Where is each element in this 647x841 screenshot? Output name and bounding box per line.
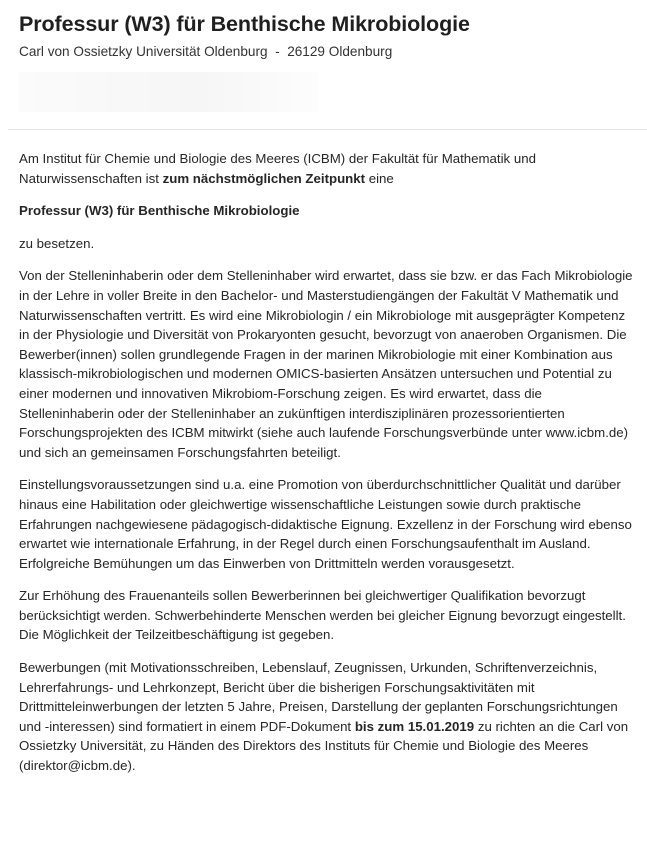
employer-location: Carl von Ossietzky Universität Oldenburg - 26129 Oldenburg [19, 44, 393, 59]
to-be-filled-paragraph: zu besetzen. [19, 235, 95, 251]
header-divider [8, 129, 647, 130]
requirements-paragraph: Einstellungsvoraussetzungen sind u.a. eine Promotion von überdurchschnittlicher Qualität und darüber hinaus eine Habilitation oder gleichwertige wissenschaftliche Leistungen sowie durch praktische Erfahrungen nachgewiesene pädagogisch-didaktische Eignung. Exzellenz in der Forschung wird ebenso erwartet wie internationale Erfahrung, in der Regel durch einen Forschungsaufenthalt im Ausland. Erfolgreiche Bemühungen um das Einwerben von Drittmitteln werden vorausgesetzt. [19, 477, 632, 571]
deadline-emphasis: bis zum 15.01.2019 [354, 718, 475, 734]
job-description [19, 149, 639, 789]
position-title: Professur (W3) für Benthische Mikrobiologie [19, 203, 300, 219]
start-date-emphasis: zum nächstmöglichen Zeitpunkt [162, 170, 366, 186]
intro-paragraph: Am Institut für Chemie und Biologie des Meeres (ICBM) der Fakultät für Mathematik und Naturwissenschaften ist zum nächstmöglichen Zeitpunkt eine [19, 151, 536, 186]
expectations-paragraph: Von der Stelleninhaberin oder dem Stelleninhaber wird erwartet, dass sie bzw. er das Fach Mikrobiologie in der Lehre in voller Breite in den Bachelor- und Masterstudiengängen der Fakultät V Mathematik und Naturwissenschaften vertritt. Es wird eine Mikrobiologin / ein Mikrobiologe mit ausgeprägter Kompetenz in der Physiologie und Diversität von Prokaryonten gesucht, bevorzugt von anaeroben Organismen. Die Bewerber(innen) sollen grundlegende Fragen in der marinen Mikrobiologie mit einer Kombination aus klassisch-mikrobiologischen und modernen OMICS-basierten Ansätzen untersuchen und Potential zu einer modernen und innovativen Mikrobiom-Forschung zeigen. Es wird erwartet, dass die Stelleninhaberin oder der Stelleninhaber an zukünftigen interdisziplinären prozessorientierten Forschungsprojekten des ICBM mitwirkt (siehe auch laufende Forschungsverbünde unter www.icbm.de) und sich an gemeinsamen Forschungsfahrten beteiligt. [19, 268, 633, 460]
page-title: Professur (W3) für Benthische Mikrobiologie [19, 12, 470, 36]
equality-paragraph: Zur Erhöhung des Frauenanteils sollen Bewerberinnen bei gleichwertiger Qualifikation bevorzugt berücksichtigt werden. Schwerbehinderte Menschen werden bei gleicher Eignung bevorzugt eingestellt. Die Möglichkeit der Teilzeitbeschäftigung ist gegeben. [19, 588, 626, 643]
blank-banner-area [19, 72, 319, 112]
job-header [19, 10, 639, 60]
application-paragraph: Bewerbungen (mit Motivationsschreiben, Lebenslauf, Zeugnissen, Urkunden, Schriftenverzeichnis, Lehrerfahrungs- und Lehrkonzept, Bericht über die bisherigen Forschungsaktivitäten mit Drittmitteleinwerbungen der letzten 5 Jahre, Preisen, Darstellung der geplanten Forschungsrichtungen und -interessen) sind formatiert in einem PDF-Dokument bis zum 15.01.2019 zu richten an die Carl von Ossietzky Universität, zu Händen des Direktors des Instituts für Chemie und Biologie des Meeres (direktor@icbm.de). [19, 660, 629, 774]
